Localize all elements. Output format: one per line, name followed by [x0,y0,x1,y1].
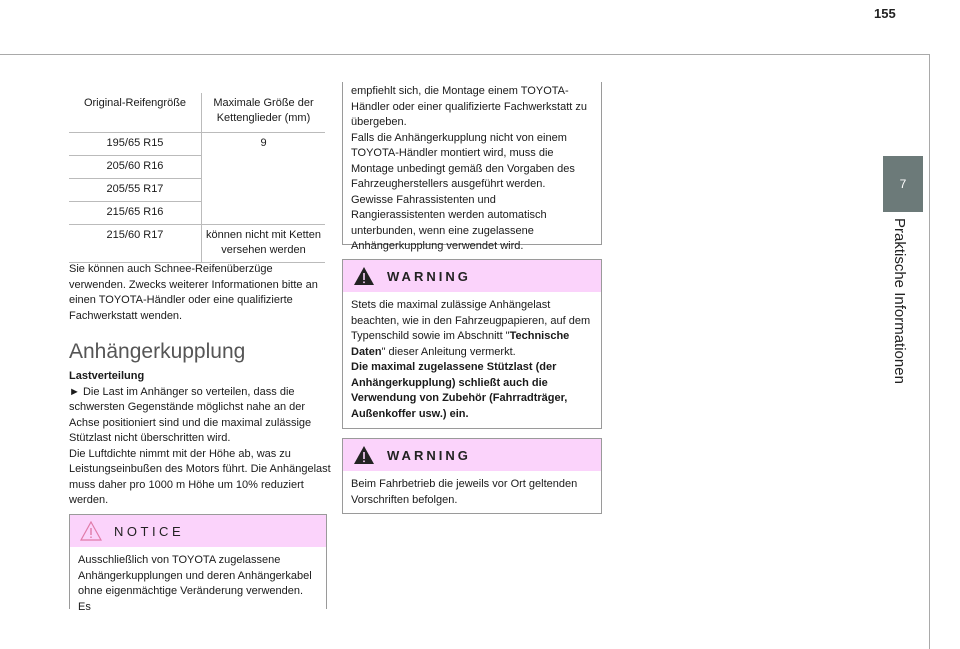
snow-chain-paragraph: Sie können auch Schnee-Reifenüberzüge verwenden. Zwecks weiterer Informationen bitte an einen TOYOTA-Händler oder eine qualifizierte Fachwerkstatt wenden. [69,263,318,322]
warning-triangle-icon [353,266,375,286]
notice-continuation-text [343,82,601,259]
warning-label-2: WARNING [387,448,471,463]
load-heading: Lastverteilung [69,370,145,382]
chapter-tab[interactable]: 7 [883,156,923,212]
notice-cont-paragraph-3: Gewisse Fahrassistenten und Rangierassistenten werden automatisch unterbunden, wenn eine zugelassene Anhängerkupplung verwendet wird. [351,193,547,252]
load-paragraph-2: Die Luftdichte nimmt mit der Höhe ab, was zu Leistungseinbußen des Motors führt. Die Anhängelast muss daher pro 1000 m Höhe um 10% reduziert werden. [69,447,331,506]
table-cell-chain-value: können nicht mit Ketten versehen werden [202,225,326,263]
warning-1-strong-text: Die maximal zugelassene Stützlast (der Anhängerkupplung) schließt auch die Verwendung von Zubehör (Fahrradträger, Außenkoffer usw.) ein. [351,361,568,420]
warning-box-1 [342,259,602,429]
notice-cont-paragraph-2: Falls die Anhängerkupplung nicht von einem TOYOTA-Händler montiert wird, muss die Montage unbedingt gemäß den Vorgaben des Fahrzeugherstellers ausgeführt werden. [351,131,575,190]
table-row [69,225,325,263]
load-distribution-block [69,369,331,509]
margin-rule [929,54,930,649]
warning-1-text-pre: Stets die maximal zulässige Anhängelast beachten, wie in den Fahrzeugpapieren, auf dem Typenschild sowie im Abschnitt " [351,299,591,342]
notice-cont-paragraph-1: empfiehlt sich, die Montage einem TOYOTA-Händler oder einer qualifizierte Fachwerkstatt zu übergeben. [351,85,588,128]
notice-box [69,514,327,613]
section-title: Anhängerkupplung [69,340,246,363]
notice-header [70,515,326,547]
page-number: 155 [874,6,896,21]
table-cell-tire: 215/60 R17 [69,225,202,263]
table-cell-tire: 205/55 R17 [69,179,202,202]
warning-box-2 [342,438,602,514]
table-cell-chain-value: 9 [202,133,326,225]
warning-1-text-post: " dieser Anleitung vermerkt. [381,345,516,358]
warning-text-2: Beim Fahrbetrieb die jeweils vor Ort geltenden Vorschriften befolgen. [351,478,578,506]
warning-header-2 [343,439,601,471]
warning-header-1 [343,260,601,292]
warning-label-1: WARNING [387,269,471,284]
table-row [69,133,325,156]
notice-text: Ausschließlich von TOYOTA zugelassene Anhängerkupplungen und deren Anhängerkabel ohne eigenmächtige Veränderung verwenden. Es [78,554,312,613]
header-rule [0,54,930,55]
table-cell-tire: 195/65 R15 [69,133,202,156]
warning-triangle-icon [353,445,375,465]
warning-text-1 [343,292,601,426]
tire-chain-table [69,93,325,263]
notice-triangle-icon [80,521,102,541]
table-cell-tire: 205/60 R16 [69,156,202,179]
table-header-chain-size: Maximale Größe der Kettenglieder (mm) [202,93,326,133]
load-paragraph-1: ► Die Last im Anhänger so verteilen, dass die schwersten Gegenstände möglichst nahe an der Achse positioniert sind und die maximal zulässige Stützlast nicht überschritten wird. [69,385,312,444]
notice-label: NOTICE [114,524,185,539]
chapter-title: Praktische Informationen [891,218,908,384]
warning-1-text-bold: Technische Daten [351,330,570,358]
notice-continuation-box [342,82,602,252]
table-header-tire-size: Original-Reifengröße [69,93,202,133]
table-cell-tire: 215/65 R16 [69,202,202,225]
